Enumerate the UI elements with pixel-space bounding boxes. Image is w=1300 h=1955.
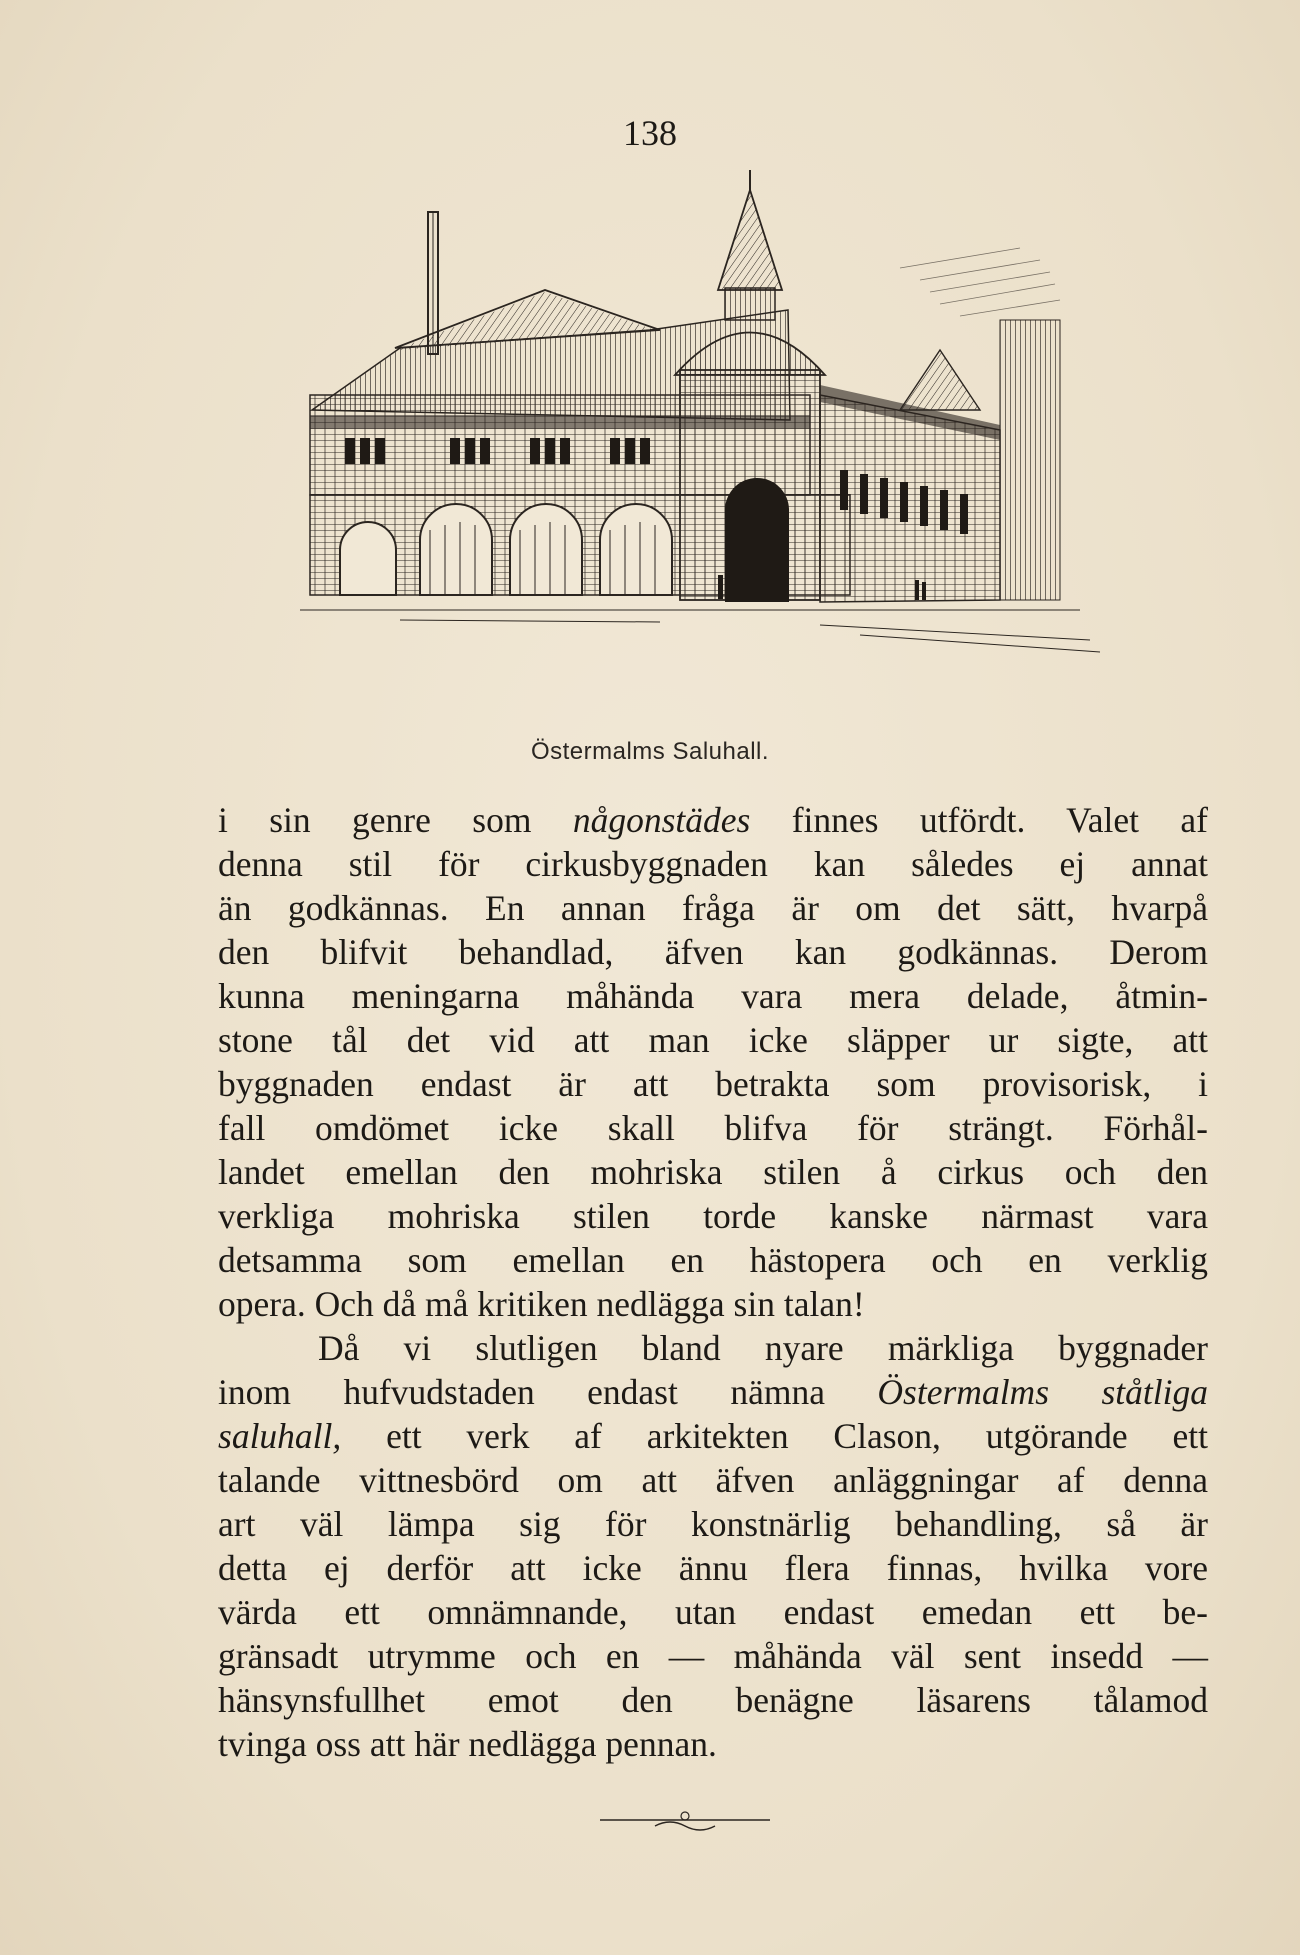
text-line [218,1370,1208,1414]
text-segment: inom hufvudstaden endast nämna [218,1372,878,1412]
body-text [218,798,1208,1766]
italic-segment: Östermalms ståtliga [877,1372,1208,1412]
text-line [218,1238,1208,1282]
text-line [218,1678,1208,1722]
building-engraving-icon [300,170,1120,730]
text-line [218,974,1208,1018]
text-segment: verkliga mohriska stilen torde kanske närmast vara [218,1196,1208,1236]
text-segment: byggnaden endast är att betrakta som provisorisk, i [218,1064,1208,1104]
text-segment: kunna meningarna måhända vara mera delade, åtmin- [218,976,1208,1016]
text-segment: ett verk af arkitekten Clason, utgörande ett [341,1416,1208,1456]
text-line [218,1546,1208,1590]
italic-segment: saluhall, [218,1416,342,1456]
text-segment: finnes utfördt. Valet af [750,800,1208,840]
text-line [218,1106,1208,1150]
text-line [218,798,1208,842]
text-line [218,1194,1208,1238]
ornament-icon [600,1806,770,1836]
text-segment: landet emellan den mohriska stilen å cirkus och den [218,1152,1208,1192]
text-segment: talande vittnesbörd om att äfven anläggningar af denna [218,1460,1208,1500]
text-segment: hänsynsfullhet emot den benägne läsarens tålamod [218,1680,1208,1720]
italic-segment: någonstädes [572,800,751,840]
text-segment: tvinga oss att här nedlägga pennan. [218,1724,717,1764]
text-segment: Då vi slutligen bland nyare märkliga byggnader [318,1328,1208,1368]
text-line [218,842,1208,886]
text-line [218,1722,1208,1766]
text-segment: art väl lämpa sig för konstnärlig behandling, så är [218,1504,1208,1544]
text-line [218,1414,1208,1458]
text-line [218,1458,1208,1502]
figure-caption: Östermalms Saluhall. [530,738,770,765]
text-segment: fall omdömet icke skall blifva för strängt. Förhål- [218,1108,1208,1148]
text-line [218,1326,1208,1370]
text-segment: i sin genre som [218,800,573,840]
text-segment: den blifvit behandlad, äfven kan godkännas. Derom [218,932,1208,972]
text-segment: än godkännas. En annan fråga är om det sätt, hvarpå [218,888,1208,928]
page-number: 138 [623,113,677,153]
text-line [218,1062,1208,1106]
text-line [218,1502,1208,1546]
text-segment: värda ett omnämnande, utan endast emedan ett be- [218,1592,1208,1632]
text-line [218,930,1208,974]
text-segment: opera. Och då må kritiken nedlägga sin talan! [218,1284,865,1324]
text-line [218,1634,1208,1678]
text-line [218,1282,1208,1326]
text-line [218,886,1208,930]
text-line [218,1018,1208,1062]
text-segment: detta ej derför att icke ännu flera finnas, hvilka vore [218,1548,1208,1588]
text-segment: stone tål det vid att man icke släpper ur sigte, att [218,1020,1208,1060]
text-line [218,1590,1208,1634]
text-segment: gränsadt utrymme och en — måhända väl sent insedd — [218,1636,1208,1676]
text-line [218,1150,1208,1194]
text-segment: detsamma som emellan en hästopera och en verklig [218,1240,1208,1280]
text-segment: denna stil för cirkusbyggnaden kan således ej annat [218,844,1208,884]
